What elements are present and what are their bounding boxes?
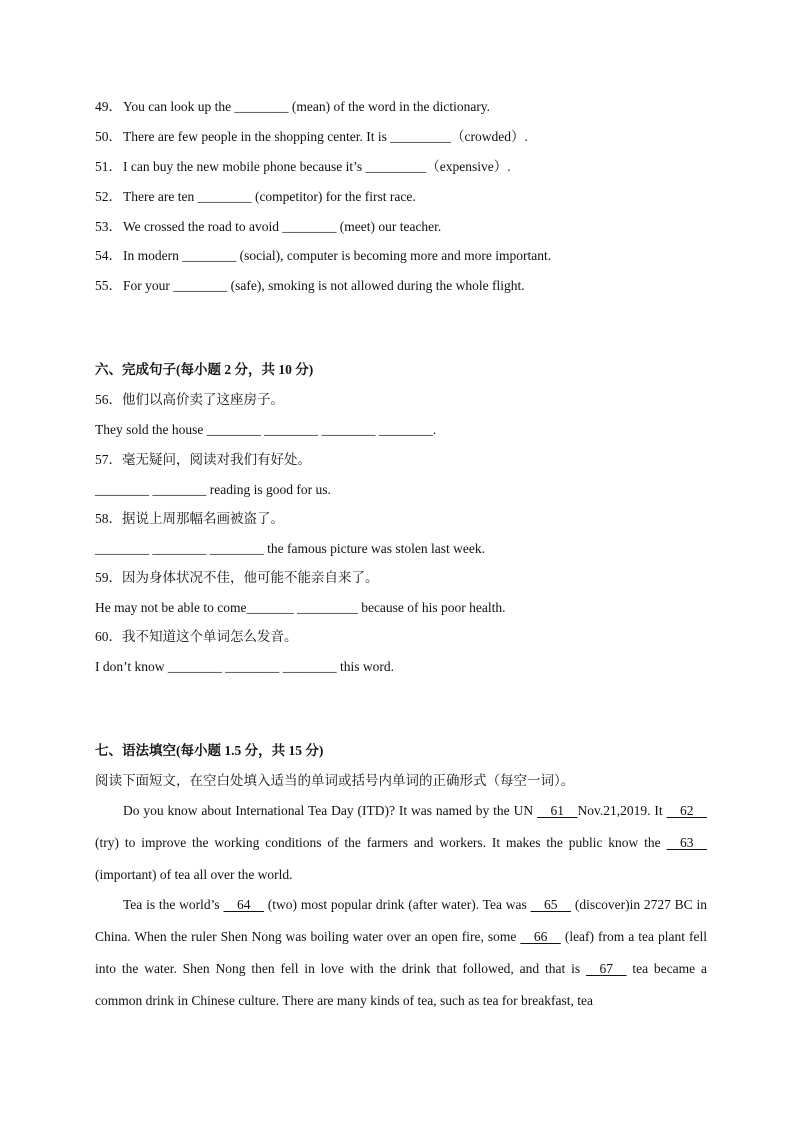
blank-61[interactable]: 61: [550, 803, 564, 818]
passage-paragraph-2: Tea is the world’s 64 (two) most popular drink (after water). Tea was 65 (discover)in 2727 BC in China. When the ruler Shen Nong was boiling water over an open fire, some 66 (leaf) from a tea plant fell into the water. Shen Nong then fell in love with the drink that followed, and that is 67 tea became a common drink in Chinese culture. There are many kinds of tea, such as tea for breakfast, tea: [95, 889, 707, 1017]
blank-62[interactable]: 62: [680, 803, 694, 818]
section7-heading: 七、语法填空(每小题 1.5 分，共 15 分): [95, 743, 324, 758]
question-58-en: ________ ________ ________ the famous picture was stolen last week.: [95, 541, 485, 556]
question-52: 52．There are ten ________ (competitor) for the first race.: [95, 189, 416, 204]
question-50: 50．There are few people in the shopping center. It is _________（crowded）.: [95, 129, 528, 144]
question-59-cn: 59．因为身体状况不佳，他可能不能亲自来了。: [95, 570, 379, 585]
blank-65[interactable]: 65: [544, 897, 558, 912]
section6-heading: 六、完成句子(每小题 2 分，共 10 分): [95, 362, 314, 377]
question-49: 49．You can look up the ________ (mean) of the word in the dictionary.: [95, 99, 491, 114]
blank-66[interactable]: 66: [533, 929, 548, 944]
blank-64[interactable]: 64: [237, 897, 251, 912]
question-51: 51．I can buy the new mobile phone because it’s _________（expensive）.: [95, 159, 511, 174]
question-53: 53．We crossed the road to avoid ________ (meet) our teacher.: [95, 219, 442, 234]
question-54: 54．In modern ________ (social), computer is becoming more and more important.: [95, 248, 552, 263]
question-56-cn: 56．他们以高价卖了这座房子。: [95, 392, 284, 407]
blank-63[interactable]: 63: [680, 835, 694, 850]
question-58-cn: 58．据说上周那幅名画被盗了。: [95, 511, 284, 526]
question-60-cn: 60．我不知道这个单词怎么发音。: [95, 629, 298, 644]
question-55: 55．For your ________ (safe), smoking is not allowed during the whole flight.: [95, 278, 525, 293]
blank-67[interactable]: 67: [599, 961, 613, 976]
question-60-en: I don’t know ________ ________ ________ this word.: [95, 659, 394, 674]
section7-instruction: 阅读下面短文，在空白处填入适当的单词或括号内单词的正确形式（每空一词）。: [95, 773, 575, 788]
question-56-en: They sold the house ________ ________ ________ ________.: [95, 422, 437, 437]
question-57-en: ________ ________ reading is good for us.: [95, 482, 331, 497]
passage-paragraph-1: Do you know about International Tea Day (ITD)? It was named by the UN 61 Nov.21,2019. It 62 (try) to improve the working conditions of the farmers and workers. It makes the public know the 63 (important) of tea all over the world.: [95, 795, 707, 891]
question-57-cn: 57．毫无疑问，阅读对我们有好处。: [95, 452, 311, 467]
question-59-en: He may not be able to come_______ _________ because of his poor health.: [95, 600, 506, 615]
